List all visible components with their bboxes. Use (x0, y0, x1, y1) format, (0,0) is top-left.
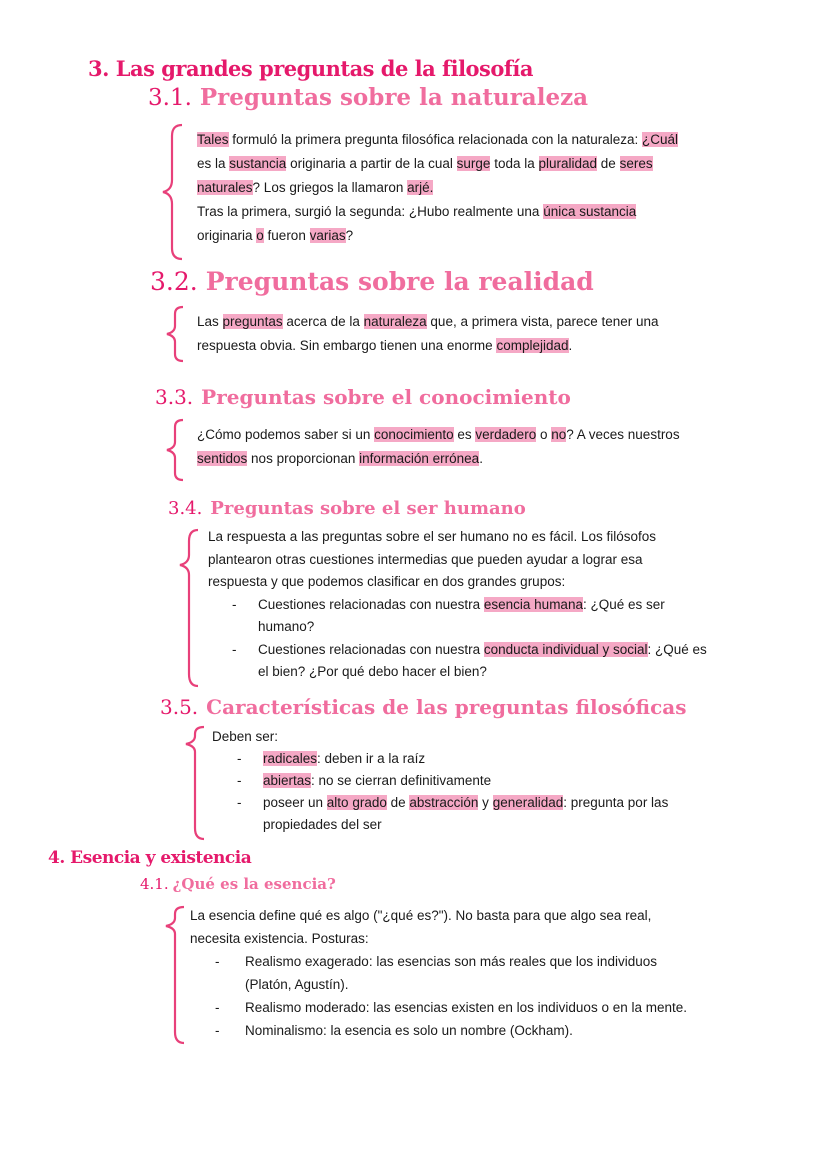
highlighted-text: surge (456, 156, 491, 171)
text-line (208, 549, 707, 572)
highlighted-text: varias (309, 228, 346, 243)
text-segment: de (597, 156, 620, 171)
highlighted-text: sustancia (229, 156, 287, 171)
text-segment: ? (345, 228, 354, 243)
text-line (212, 726, 668, 748)
highlighted-text: arjé. (407, 180, 434, 195)
heading-title: ¿Qué es la esencia? (172, 875, 336, 893)
heading-number: 4.1. (140, 875, 169, 893)
text-segment: (Platón, Agustín). (245, 977, 349, 992)
highlighted-text: o (256, 228, 264, 243)
highlighted-text: verdadero (475, 427, 537, 442)
highlighted-text: pluralidad (538, 156, 598, 171)
text-segment: o (536, 427, 552, 442)
text-line (197, 200, 678, 224)
heading-number: 3.4. (168, 498, 203, 519)
text-segment: Realismo exagerado: las esencias son más reales que los individuos (245, 954, 657, 969)
brace-icon (163, 304, 187, 364)
highlighted-text: información errónea (359, 451, 480, 466)
text-line (245, 1019, 687, 1042)
text-line (208, 526, 707, 549)
bullet-item (232, 639, 707, 684)
text-segment: originaria a partir de la cual (286, 156, 457, 171)
text-segment: La respuesta a las preguntas sobre el ser humano no es fácil. Los filósofos (208, 529, 657, 544)
text-line (263, 814, 668, 836)
paragraph-3-2 (197, 310, 659, 358)
text-segment: Realismo moderado: las esencias existen en los individuos o en la mente. (245, 1000, 687, 1015)
paragraph-3-1 (197, 128, 678, 248)
bullet-dash-icon: - (237, 751, 242, 766)
text-line (258, 639, 707, 662)
paragraph-3-3 (197, 423, 680, 471)
highlighted-text: radicales (263, 751, 318, 766)
highlighted-text: sentidos (197, 451, 248, 466)
paragraph-3-4 (208, 526, 707, 684)
text-segment: Las (197, 314, 223, 329)
text-line (263, 792, 668, 814)
text-segment: de (386, 795, 410, 810)
text-line (197, 310, 659, 334)
text-line (245, 996, 687, 1019)
text-line (208, 571, 707, 594)
bullet-dash-icon: - (215, 1000, 220, 1015)
text-segment: : ¿Qué es (647, 641, 707, 657)
bullet-item (237, 748, 668, 770)
section-4-heading: 4. Esencia y existencia (48, 848, 252, 868)
text-line (197, 176, 678, 200)
bullet-dash-icon: - (215, 1023, 220, 1038)
highlighted-text: conducta individual y social (483, 641, 648, 657)
highlighted-text: ¿Cuál (642, 132, 679, 147)
text-segment: originaria (197, 228, 257, 243)
brace-icon (182, 724, 208, 842)
text-segment: respuesta obvia. Sin embargo tienen una enorme (197, 338, 497, 353)
bullet-dash-icon: - (237, 795, 242, 810)
brace-icon (160, 122, 186, 262)
heading-title: Características de las preguntas filosóficas (206, 695, 687, 719)
highlighted-text: no (551, 427, 567, 442)
heading-number: 3.1. (148, 85, 192, 111)
text-line (197, 224, 678, 248)
text-line (263, 770, 668, 792)
text-line (190, 927, 687, 950)
text-segment: toda la (490, 156, 539, 171)
text-segment: Tras la primera, surgió la segunda: ¿Hubo realmente una (197, 204, 544, 219)
text-segment: necesita existencia. Posturas: (190, 931, 369, 946)
heading-3-2 (150, 267, 594, 296)
text-line (263, 748, 668, 770)
highlighted-text: única sustancia (543, 204, 637, 219)
text-segment: Cuestiones relacionadas con nuestra (258, 596, 484, 612)
text-segment: Nominalismo: la esencia es solo un nombre (Ockham). (245, 1023, 573, 1038)
bullet-item (215, 950, 687, 996)
heading-title: Preguntas sobre el ser humano (210, 498, 526, 519)
heading-3-1 (148, 84, 588, 111)
bullet-dash-icon: - (232, 641, 237, 657)
paragraph-3-5 (212, 726, 668, 836)
heading-title: Preguntas sobre el conocimiento (201, 385, 571, 409)
text-segment: que, a primera vista, parece tener una (426, 314, 659, 329)
text-line (245, 973, 687, 996)
highlighted-text: alto grado (326, 795, 387, 810)
text-segment: plantearon otras cuestiones intermedias que pueden ayudar a lograr esa (208, 551, 643, 567)
text-segment: : ¿Qué es ser (582, 596, 665, 612)
bullet-item (237, 792, 669, 836)
bullet-dash-icon: - (237, 773, 242, 788)
text-segment: : no se cierran definitivamente (311, 773, 492, 788)
highlighted-text: conocimiento (374, 427, 454, 442)
text-segment: fueron (263, 228, 310, 243)
brace-icon (176, 527, 202, 689)
text-segment: nos proporcionan (247, 451, 360, 466)
heading-3-4 (168, 498, 526, 519)
bullet-dash-icon: - (215, 954, 220, 969)
highlighted-text: Tales (197, 132, 229, 147)
section-3-heading: 3. Las grandes preguntas de la filosofía (88, 56, 534, 81)
text-segment: : pregunta por las (563, 795, 669, 810)
paragraph-4-1 (190, 904, 687, 1042)
highlighted-text: naturaleza (363, 314, 427, 329)
text-line (197, 447, 680, 471)
text-segment: es la (197, 156, 230, 171)
text-segment: propiedades del ser (263, 817, 382, 832)
text-line (190, 904, 687, 927)
bullet-item (237, 770, 668, 792)
highlighted-text: complejidad (496, 338, 569, 353)
brace-icon (163, 417, 187, 483)
highlighted-text: abstracción (409, 795, 479, 810)
text-line (258, 616, 707, 639)
text-segment: La esencia define qué es algo ("¿qué es?"). No basta para que algo sea real, (190, 908, 652, 923)
bullet-item (215, 1019, 687, 1042)
text-segment: ¿Cómo podemos saber si un (197, 427, 375, 442)
text-line (197, 334, 659, 358)
text-line (258, 661, 707, 684)
text-segment: . (568, 338, 573, 353)
text-segment: : deben ir a la raíz (317, 751, 426, 766)
highlighted-text: abiertas (263, 773, 312, 788)
text-segment: Cuestiones relacionadas con nuestra (258, 641, 484, 657)
heading-3-5 (160, 695, 686, 719)
text-segment: acerca de la (282, 314, 364, 329)
text-segment: formuló la primera pregunta filosófica relacionada con la naturaleza: (228, 132, 642, 147)
bullet-dash-icon: - (232, 596, 237, 612)
heading-number: 3.3. (155, 385, 194, 409)
text-segment: Deben ser: (212, 729, 279, 744)
heading-title: Preguntas sobre la realidad (205, 267, 594, 296)
text-segment: humano? (258, 619, 315, 634)
text-segment: poseer un (263, 795, 327, 810)
bullet-item (215, 996, 687, 1019)
text-segment: el bien? ¿Por qué debo hacer el bien? (258, 664, 487, 679)
heading-number: 3.5. (160, 695, 199, 719)
text-segment: y (478, 795, 493, 810)
text-line (258, 594, 707, 617)
highlighted-text: esencia humana (483, 596, 583, 612)
text-line (197, 128, 678, 152)
text-segment: ? Los griegos la llamaron (252, 180, 408, 195)
brace-icon (162, 904, 188, 1046)
highlighted-text: naturales (197, 180, 253, 195)
text-line (245, 950, 687, 973)
highlighted-text: generalidad (492, 795, 564, 810)
heading-number: 3.2. (150, 267, 198, 296)
heading-title: Preguntas sobre la naturaleza (199, 84, 589, 111)
heading-4-1 (140, 875, 336, 893)
bullet-item (232, 594, 707, 639)
highlighted-text: seres (619, 156, 653, 171)
text-segment: es (453, 427, 476, 442)
heading-3-3 (155, 385, 571, 409)
text-segment: . (479, 451, 483, 466)
text-segment: ? A veces nuestros (566, 427, 680, 442)
text-line (197, 152, 678, 176)
highlighted-text: preguntas (222, 314, 283, 329)
text-segment: respuesta y que podemos clasificar en dos grandes grupos: (208, 574, 566, 589)
text-line (197, 423, 680, 447)
